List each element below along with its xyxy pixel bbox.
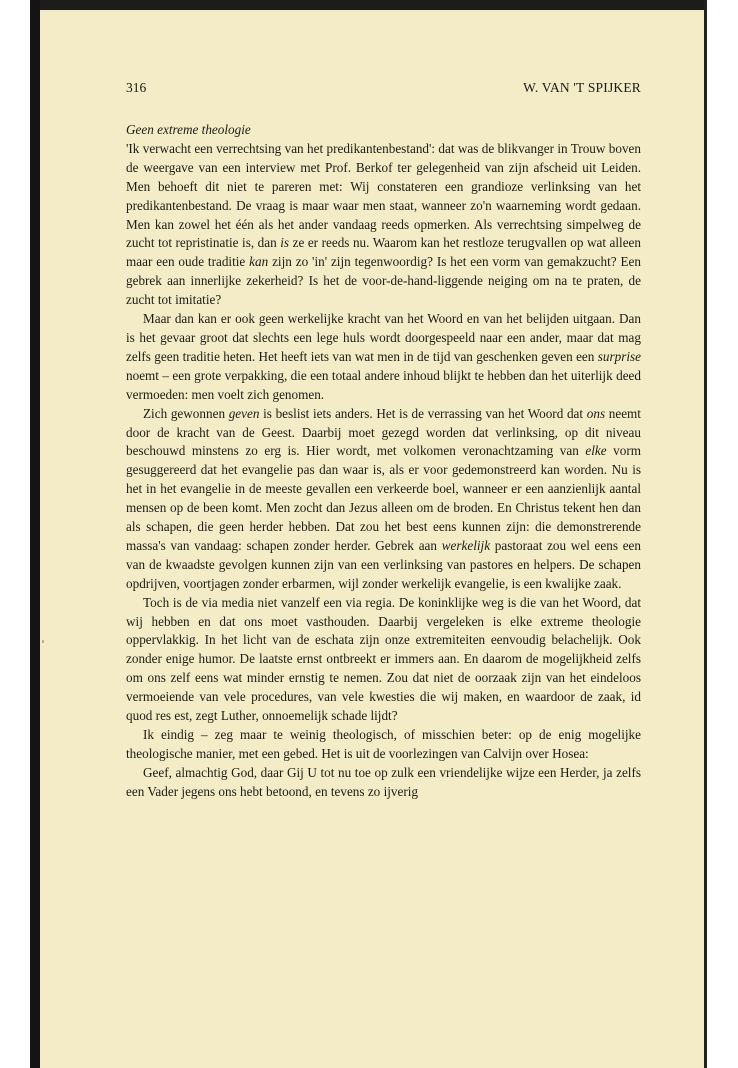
paragraph-5: Ik eindig – zeg maar te weinig theologisch, of misschien beter: op de enig mogelijke theologische manier, met een gebed. Het is uit de voorlezingen van Calvijn over Hosea: bbox=[126, 727, 641, 761]
paragraph-3: Zich gewonnen geven is beslist iets anders. Het is de verrassing van het Woord dat ons neemt door de kracht van de Geest. Daarbij moet gezegd worden dat verlinksing, op dit niveau beschouwd minstens zo erg is. Hier wordt, met volkomen veronachtzaming van elke vorm gesuggereerd dat het evangelie pas dan waar is, als er voor gedemonstreerd kan worden. Nu is het in het evangelie in de meeste gevallen een verkeerde boel, wanneer er een aanzienlijk aantal mensen op de been komt. Men zocht dan Jezus alleen om de broden. En Christus tekent hen dan als schapen, die geen herder hebben. Dat zou het best eens kunnen zijn: die demonstrerende massa's van vandaag: schapen zonder herder. Gebrek aan werkelijk pastoraat zou wel eens een van de kwaadste gevolgen kunnen zijn van een verlinksing van pastores en helpers. De schapen opdrijven, voortjagen zonder erbarmen, wijl zonder werkelijk evangelie, is een kwalijke zaak. bbox=[126, 405, 641, 591]
paragraph-1: 'Ik verwacht een verrechtsing van het predikantenbestand': dat was de blikvanger in Trouw boven de weergave van een interview met Prof. Berkof ter gelegenheid van zijn afscheid uit Leiden. Men behoeft dit niet te pareren met: Wij constateren een grandioze verlinksing van het predikantenbestand. De vraag is maar waar men staat, wanneer zo'n waarneming wordt gedaan. Men kan zowel het één als het ander vandaag reeds opmerken. Als verrechtsing simpelweg de zucht tot repristinatie is, dan is ze er reeds nu. Waarom kan het restloze terugvallen op wat alleen maar een oude traditie kan zijn zo 'in' zijn tegenwoordig? Is het een vorm van gemakzucht? Een gebrek aan innerlijke zekerheid? Is het de voor-de-hand-liggende neiging om na te praten, de zucht tot imitatie? bbox=[126, 140, 641, 308]
paper-speck bbox=[42, 640, 44, 643]
paragraph-6: Geef, almachtig God, daar Gij U tot nu toe op zulk een vriendelijke wijze een Herder, ja zelfs een Vader jegens ons hebt betoond, en tevens zo ijverig bbox=[126, 764, 641, 799]
section-title: Geen extreme theologie bbox=[126, 122, 251, 137]
article-body bbox=[126, 121, 641, 802]
scan-edge-left bbox=[30, 0, 40, 1068]
scan-edge-right bbox=[704, 0, 707, 1068]
paragraph-2: Maar dan kan er ook geen werkelijke kracht van het Woord en van het belijden uitgaan. Dan is het gevaar groot dat slechts een lege huls wordt doorgespeeld naar een ander, maar dat mag zelfs geen traditie heten. Het heeft iets van wat men in de tijd van geschenken geven een surprise noemt – een grote verpakking, die een totaal andere inhoud blijkt te hebben dan het uiterlijk deed vermoeden: men voelt zich genomen. bbox=[126, 311, 641, 402]
page-number: 316 bbox=[126, 80, 147, 95]
paragraph-4: Toch is de via media niet vanzelf een via regia. De koninklijke weg is die van het Woord, dat wij hebben en dat ons moet vasthouden. Daarbij vergeleken is elke extreme theologie oppervlakkig. In het licht van de eschata zijn onze extremiteiten eenvoudig belachelijk. Ook zonder enige humor. De laatste ernst ontbreekt er immers aan. En daarom de mogelijkheid zelfs om ons zelf eens wat minder ernstig te nemen. Zou dat niet de oorzaak zijn van het eindeloos vermoeiende van vele procedures, van vele kwesties die wij maken, en waardoor de zaak, id quod res est, zegt Luther, onnoemelijk schade lijdt? bbox=[126, 594, 641, 724]
scan-edge-top bbox=[30, 0, 706, 10]
running-author: W. VAN 'T SPIJKER bbox=[523, 80, 641, 95]
